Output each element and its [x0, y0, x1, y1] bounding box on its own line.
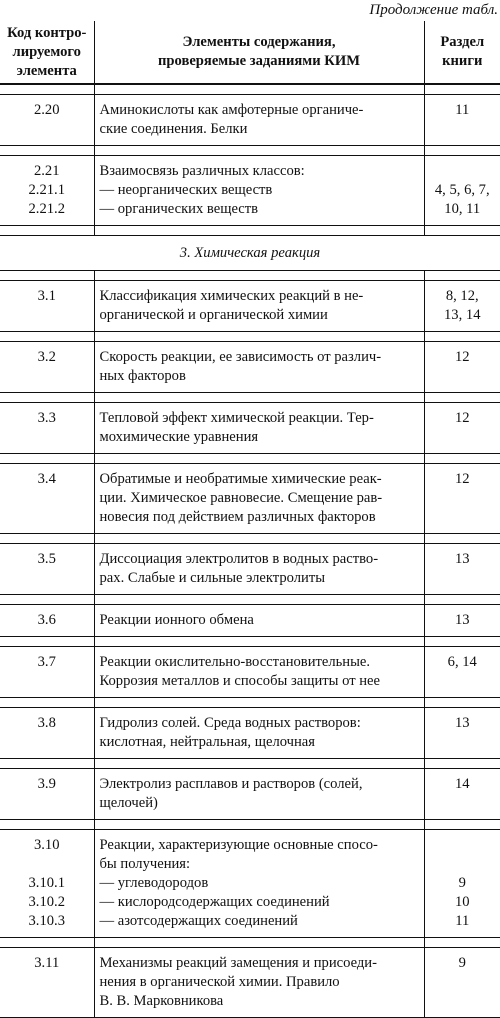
- content-description-line: Тепловой эффект химической реакции. Тер-: [100, 409, 418, 428]
- content-description-line: — органических веществ: [100, 200, 418, 219]
- book-section: [424, 281, 500, 332]
- book-section-line: 12: [425, 470, 500, 489]
- element-code-line: 3.10.3: [0, 912, 94, 931]
- book-section: [424, 464, 500, 534]
- row-spacer: [0, 393, 500, 403]
- book-section-line: 13, 14: [425, 306, 500, 325]
- content-description-line: Реакции, характеризующие основные спосо-: [100, 836, 418, 855]
- row-spacer: [0, 146, 500, 156]
- row-spacer: [0, 637, 500, 647]
- element-code-line: 3.10.2: [0, 893, 94, 912]
- element-code-line: [0, 855, 94, 874]
- book-section: [424, 647, 500, 698]
- element-code-line: 3.2: [0, 348, 94, 367]
- header-section: Раздел книги: [424, 21, 500, 84]
- content-description-line: Скорость реакции, ее зависимость от различ-: [100, 348, 418, 367]
- content-description-line: Взаимосвязь различных классов:: [100, 162, 418, 181]
- content-description-line: Механизмы реакций замещения и присоеди-: [100, 954, 418, 973]
- book-section: [424, 544, 500, 595]
- book-section-line: 11: [425, 101, 500, 120]
- book-section-line: 9: [425, 874, 500, 893]
- section-heading-row: [0, 236, 500, 271]
- row-spacer: [0, 84, 500, 95]
- book-section-line: 10: [425, 893, 500, 912]
- table-row: [0, 708, 500, 759]
- content-description-line: Диссоциация электролитов в водных раство-: [100, 550, 418, 569]
- book-section-line: 10, 11: [425, 200, 500, 219]
- table-row: [0, 156, 500, 226]
- book-section-line: 12: [425, 348, 500, 367]
- content-description-line: рах. Слабые и сильные электролиты: [100, 569, 418, 588]
- element-code-line: 3.8: [0, 714, 94, 733]
- content-description-line: — кислородсодержащих соединений: [100, 893, 418, 912]
- book-section: [424, 830, 500, 938]
- row-spacer: [0, 938, 500, 948]
- book-section: [424, 95, 500, 146]
- element-code: [0, 342, 94, 393]
- book-section: [424, 948, 500, 1018]
- table-body: [0, 84, 500, 1018]
- book-section-line: [425, 162, 500, 181]
- content-description-line: — углеводородов: [100, 874, 418, 893]
- content-description-line: ские соединения. Белки: [100, 120, 418, 139]
- book-section: [424, 708, 500, 759]
- element-code: [0, 647, 94, 698]
- book-section-line: 11: [425, 912, 500, 931]
- content-description-line: Электролиз расплавов и растворов (солей,: [100, 775, 418, 794]
- row-spacer: [0, 595, 500, 605]
- continued-label: Продолжение табл.: [369, 0, 498, 20]
- row-spacer: [0, 759, 500, 769]
- element-code: [0, 830, 94, 938]
- book-section-line: 12: [425, 409, 500, 428]
- book-section-line: 9: [425, 954, 500, 973]
- book-section-line: 8, 12,: [425, 287, 500, 306]
- book-section-line: 13: [425, 714, 500, 733]
- table-row: [0, 948, 500, 1018]
- book-section-line: [425, 836, 500, 855]
- table-row: [0, 281, 500, 332]
- content-description-line: Реакции окислительно-восстановительные.: [100, 653, 418, 672]
- content-description-line: — неорганических веществ: [100, 181, 418, 200]
- element-code: [0, 281, 94, 332]
- content-description: [94, 281, 424, 332]
- element-code-line: 2.21.1: [0, 181, 94, 200]
- content-description-line: Аминокислоты как амфотерные органиче-: [100, 101, 418, 120]
- element-code: [0, 708, 94, 759]
- row-spacer: [0, 226, 500, 236]
- content-description-line: Гидролиз солей. Среда водных растворов:: [100, 714, 418, 733]
- book-section: [424, 156, 500, 226]
- content-description-line: нения в органической химии. Правило: [100, 973, 418, 992]
- content-description: [94, 647, 424, 698]
- table-row: [0, 464, 500, 534]
- header-content: Элементы содержания, проверяемые заданиями КИМ: [94, 21, 424, 84]
- book-section-line: 14: [425, 775, 500, 794]
- book-section-line: 13: [425, 550, 500, 569]
- element-code-line: 3.9: [0, 775, 94, 794]
- element-code-line: 3.7: [0, 653, 94, 672]
- content-description-line: Классификация химических реакций в не-: [100, 287, 418, 306]
- book-section: [424, 342, 500, 393]
- content-description-line: органической и органической химии: [100, 306, 418, 325]
- content-description: [94, 830, 424, 938]
- content-elements-table: [0, 21, 500, 1018]
- element-code-line: 3.5: [0, 550, 94, 569]
- book-section-line: 13: [425, 611, 500, 630]
- element-code: [0, 769, 94, 820]
- row-spacer: [0, 698, 500, 708]
- table-row: [0, 769, 500, 820]
- table-row: [0, 342, 500, 393]
- content-description-line: — азотсодержащих соединений: [100, 912, 418, 931]
- row-spacer: [0, 271, 500, 281]
- row-spacer: [0, 534, 500, 544]
- content-description-line: В. В. Марковникова: [100, 992, 418, 1011]
- element-code: [0, 95, 94, 146]
- content-description-line: бы получения:: [100, 855, 418, 874]
- element-code-line: 3.11: [0, 954, 94, 973]
- element-code: [0, 464, 94, 534]
- content-description-line: Обратимые и необратимые химические реак-: [100, 470, 418, 489]
- content-description: [94, 403, 424, 454]
- element-code-line: 2.20: [0, 101, 94, 120]
- header-code: Код контро- лируемого элемента: [0, 21, 94, 84]
- book-section: [424, 769, 500, 820]
- content-description-line: ции. Химическое равновесие. Смещение рав-: [100, 489, 418, 508]
- content-description: [94, 605, 424, 637]
- content-description-line: новесия под действием различных факторов: [100, 508, 418, 527]
- content-description-line: Реакции ионного обмена: [100, 611, 418, 630]
- table-row: [0, 605, 500, 637]
- book-section: [424, 605, 500, 637]
- element-code-line: 3.4: [0, 470, 94, 489]
- book-section: [424, 403, 500, 454]
- content-description: [94, 95, 424, 146]
- element-code-line: 3.1: [0, 287, 94, 306]
- element-code: [0, 948, 94, 1018]
- content-description: [94, 342, 424, 393]
- row-spacer: [0, 332, 500, 342]
- element-code: [0, 156, 94, 226]
- table-row: [0, 544, 500, 595]
- table-row: [0, 830, 500, 938]
- content-description-line: Коррозия металлов и способы защиты от нее: [100, 672, 418, 691]
- book-section-line: 4, 5, 6, 7,: [425, 181, 500, 200]
- element-code: [0, 403, 94, 454]
- element-code-line: 3.10: [0, 836, 94, 855]
- table-header-row: [0, 21, 500, 84]
- content-description-line: мохимические уравнения: [100, 428, 418, 447]
- element-code-line: 3.3: [0, 409, 94, 428]
- content-description: [94, 156, 424, 226]
- book-section-line: 6, 14: [425, 653, 500, 672]
- content-description: [94, 769, 424, 820]
- element-code-line: 2.21: [0, 162, 94, 181]
- table-row: [0, 647, 500, 698]
- row-spacer: [0, 820, 500, 830]
- book-section-line: [425, 855, 500, 874]
- content-description-line: кислотная, нейтральная, щелочная: [100, 733, 418, 752]
- table-row: [0, 95, 500, 146]
- content-description: [94, 464, 424, 534]
- element-code-line: 3.10.1: [0, 874, 94, 893]
- element-code-line: 2.21.2: [0, 200, 94, 219]
- content-description-line: ных факторов: [100, 367, 418, 386]
- element-code: [0, 605, 94, 637]
- content-description: [94, 544, 424, 595]
- content-description-line: щелочей): [100, 794, 418, 813]
- row-spacer: [0, 454, 500, 464]
- content-description: [94, 708, 424, 759]
- section-heading: 3. Химическая реакция: [0, 236, 500, 271]
- element-code-line: 3.6: [0, 611, 94, 630]
- element-code: [0, 544, 94, 595]
- table-row: [0, 403, 500, 454]
- content-description: [94, 948, 424, 1018]
